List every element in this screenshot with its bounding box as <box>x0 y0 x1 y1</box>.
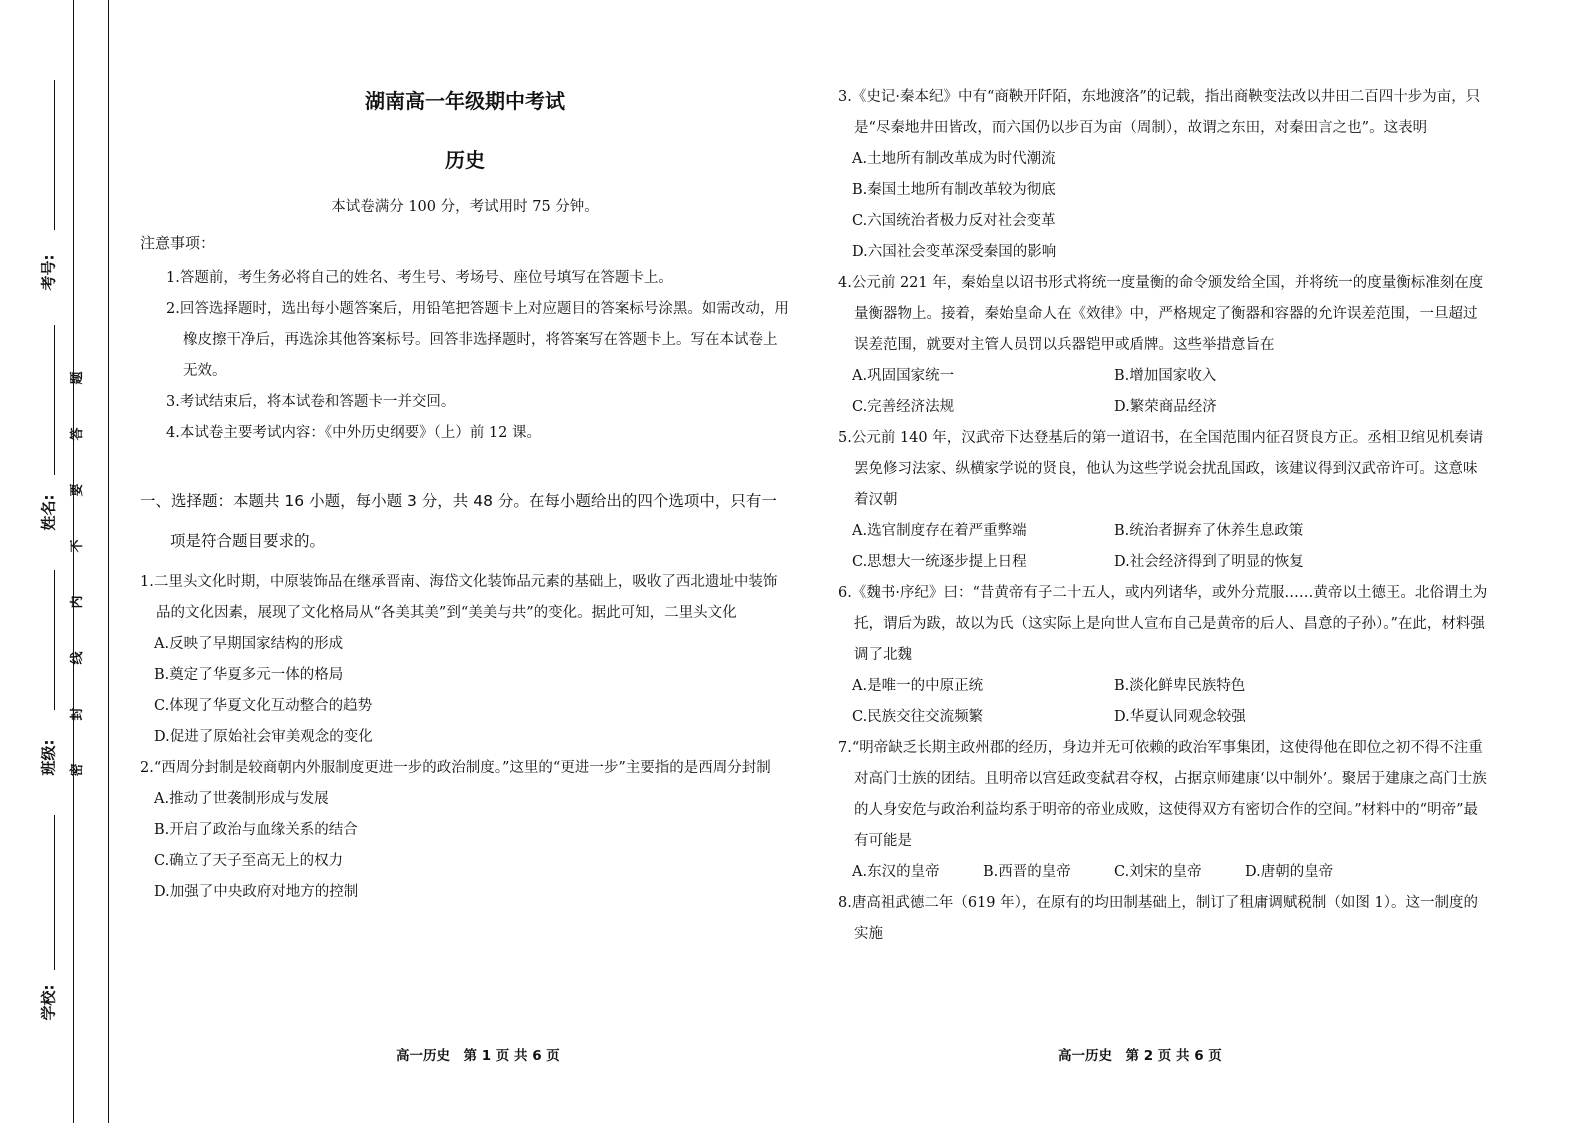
exam-no-label: 考号: <box>39 254 58 291</box>
note-item: 4.本试卷主要考试内容：《中外历史纲要》（上）前 12 课。 <box>166 425 542 441</box>
question-stem: 4.公元前 221 年，秦始皇以诏书形式将统一度量衡的命令颁发给全国，并将统一的度量衡标准刻在度量衡器物上。接着，秦始皇命人在《效律》中，严格规定了衡器和容器的允许误差范围，一旦超过误差范围，就要对主管人员罚以兵器铠甲或盾牌。这些举措意旨在 <box>838 275 1484 353</box>
option-c[interactable]: C.民族交往交流频繁 <box>852 709 984 725</box>
seal-char: 不 <box>70 539 85 553</box>
option-c[interactable]: C.思想大一统逐步提上日程 <box>852 554 1027 570</box>
option-a[interactable]: A.反映了早期国家结构的形成 <box>154 636 344 652</box>
option-row <box>838 702 1490 733</box>
option-b[interactable]: B.增加国家收入 <box>1114 368 1217 384</box>
option-a[interactable]: A.巩固国家统一 <box>852 368 955 384</box>
seal-char: 内 <box>70 595 85 609</box>
page-footer-1: 高一历史 第 1 页 共 6 页 <box>396 1048 560 1064</box>
exam-title: 湖南高一年级期中考试 <box>365 89 565 113</box>
name-line <box>54 325 55 475</box>
seal-line-text <box>70 350 104 798</box>
question-stem: 6.《魏书·序纪》曰：“昔黄帝有子二十五人，或内列诸华，或外分荒服……黄帝以土德王。北俗谓土为托，谓后为跋，故以为氏（这实际上是向世人宣布自己是黄帝的后人、昌意的子孙）。”在此，材料强调了北魏 <box>838 585 1488 663</box>
exam-info: 本试卷满分 100 分，考试用时 75 分钟。 <box>331 199 599 215</box>
option-row <box>838 671 1490 702</box>
question-stem: 7.“明帝缺乏长期主政州郡的经历，身边并无可依赖的政治军事集团，这使得他在即位之初不得不注重对高门士族的团结。且明帝以宫廷政变弑君夺权，占据京师建康‘以中制外’。聚居于建康之高门士族的人身安危与政治利益均系于明帝的帝业成败，这使得双方有密切合作的空间。”材料中的“明帝”最有可能是 <box>838 740 1487 849</box>
binding-line-inner <box>108 0 109 1123</box>
question-5 <box>838 423 1490 578</box>
note-item: 3.考试结束后，将本试卷和答题卡一并交回。 <box>166 394 456 410</box>
question-3 <box>838 82 1490 268</box>
option-a[interactable]: A.选官制度存在着严重弊端 <box>852 523 1027 539</box>
option-b[interactable]: B.奠定了华夏多元一体的格局 <box>154 667 344 683</box>
option-d[interactable]: D.华夏认同观念较强 <box>1114 709 1246 725</box>
subject-title: 历史 <box>445 148 485 172</box>
seal-char: 密 <box>70 763 85 777</box>
question-2 <box>140 753 790 908</box>
question-stem: 8.唐高祖武德二年（619 年），在原有的均田制基础上，制订了租庸调赋税制（如图 1）。这一制度的实施 <box>838 895 1478 942</box>
option-c[interactable]: C.体现了华夏文化互动整合的趋势 <box>154 698 373 714</box>
question-7 <box>838 733 1490 888</box>
seal-char: 题 <box>70 371 85 385</box>
option-c[interactable]: C.完善经济法规 <box>852 399 955 415</box>
question-8 <box>838 888 1490 950</box>
option-b[interactable]: B.西晋的皇帝 <box>983 864 1071 880</box>
option-row <box>838 392 1490 423</box>
exam-no-field[interactable] <box>30 80 70 340</box>
option-d[interactable]: D.促进了原始社会审美观念的变化 <box>154 729 373 745</box>
class-field[interactable] <box>30 570 70 795</box>
school-field[interactable] <box>30 815 70 1035</box>
question-stem: 1.二里头文化时期，中原装饰品在继承晋南、海岱文化装饰品元素的基础上，吸收了西北遗址中装饰品的文化因素，展现了文化格局从“各美其美”到“美美与共”的变化。据此可知，二里头文化 <box>140 574 778 621</box>
page-2 <box>838 82 1490 950</box>
binding-line-outer <box>73 0 74 1123</box>
option-a[interactable]: A.是唯一的中原正统 <box>852 678 984 694</box>
option-c[interactable]: C.确立了天子至高无上的权力 <box>154 853 344 869</box>
school-label: 学校: <box>39 984 58 1021</box>
exam-no-line <box>54 80 55 230</box>
note-item: 1.答题前，考生务必将自己的姓名、考生号、考场号、座位号填写在答题卡上。 <box>166 270 673 286</box>
option-c[interactable]: C.六国统治者极力反对社会变革 <box>852 213 1056 229</box>
option-b[interactable]: B.淡化鲜卑民族特色 <box>1114 678 1246 694</box>
option-row <box>838 361 1490 392</box>
name-field[interactable] <box>30 325 70 550</box>
option-d[interactable]: D.社会经济得到了明显的恢复 <box>1114 554 1304 570</box>
question-stem: 3.《史记·秦本纪》中有“商鞅开阡陌，东地渡洛”的记载，指出商鞅变法改以井田二百四十步为亩，只是“尽秦地井田皆改，而六国仍以步百为亩（周制），故谓之东田，对秦田言之也”。这表明 <box>838 89 1481 136</box>
seal-char: 答 <box>70 427 85 441</box>
name-label: 姓名: <box>39 494 58 531</box>
seal-char: 要 <box>70 483 85 497</box>
question-6 <box>838 578 1490 733</box>
option-b[interactable]: B.统治者摒弃了休养生息政策 <box>1114 523 1304 539</box>
seal-char: 封 <box>70 707 85 721</box>
section-heading-line2: 项是符合题目要求的。 <box>170 532 326 550</box>
seal-char: 线 <box>70 651 85 665</box>
question-stem: 2.“西周分封制是较商朝内外服制度更进一步的政治制度。”这里的“更进一步”主要指的是西周分封制 <box>140 760 771 776</box>
question-4 <box>838 268 1490 423</box>
option-d[interactable]: D.加强了中央政府对地方的控制 <box>154 884 359 900</box>
option-b[interactable]: B.开启了政治与血缘关系的结合 <box>154 822 358 838</box>
option-d[interactable]: D.繁荣商品经济 <box>1114 399 1217 415</box>
question-stem: 5.公元前 140 年，汉武帝下达登基后的第一道诏书，在全国范围内征召贤良方正。丞相卫绾见机奏请罢免修习法家、纵横家学说的贤良，他认为这些学说会扰乱国政，该建议得到汉武帝许可。这意味着汉朝 <box>838 430 1484 508</box>
option-a[interactable]: A.土地所有制改革成为时代潮流 <box>852 151 1056 167</box>
question-1 <box>140 567 790 753</box>
section-heading <box>140 481 790 561</box>
option-a[interactable]: A.推动了世袭制形成与发展 <box>154 791 329 807</box>
section-heading-line1: 一、选择题：本题共 16 小题，每小题 3 分，共 48 分。在每小题给出的四个选项中，只有一 <box>140 492 777 510</box>
option-b[interactable]: B.秦国土地所有制改革较为彻底 <box>852 182 1056 198</box>
notes-title: 注意事项： <box>140 234 216 252</box>
class-label: 班级: <box>39 739 58 776</box>
option-a[interactable]: A.东汉的皇帝 <box>852 864 940 880</box>
option-d[interactable]: D.唐朝的皇帝 <box>1245 864 1334 880</box>
binding-margin <box>30 0 70 1123</box>
note-item: 2.回答选择题时，选出每小题答案后，用铅笔把答题卡上对应题目的答案标号涂黑。如需改动，用橡皮擦干净后，再选涂其他答案标号。回答非选择题时，将答案写在答题卡上。写在本试卷上无效。 <box>166 301 789 379</box>
school-line <box>54 815 55 970</box>
option-row <box>838 516 1490 547</box>
class-line <box>54 570 55 710</box>
option-c[interactable]: C.刘宋的皇帝 <box>1114 864 1202 880</box>
option-d[interactable]: D.六国社会变革深受秦国的影响 <box>852 244 1057 260</box>
page-1 <box>140 85 790 908</box>
page-footer-2: 高一历史 第 2 页 共 6 页 <box>1058 1048 1222 1064</box>
option-row <box>838 547 1490 578</box>
option-row <box>838 857 1490 888</box>
